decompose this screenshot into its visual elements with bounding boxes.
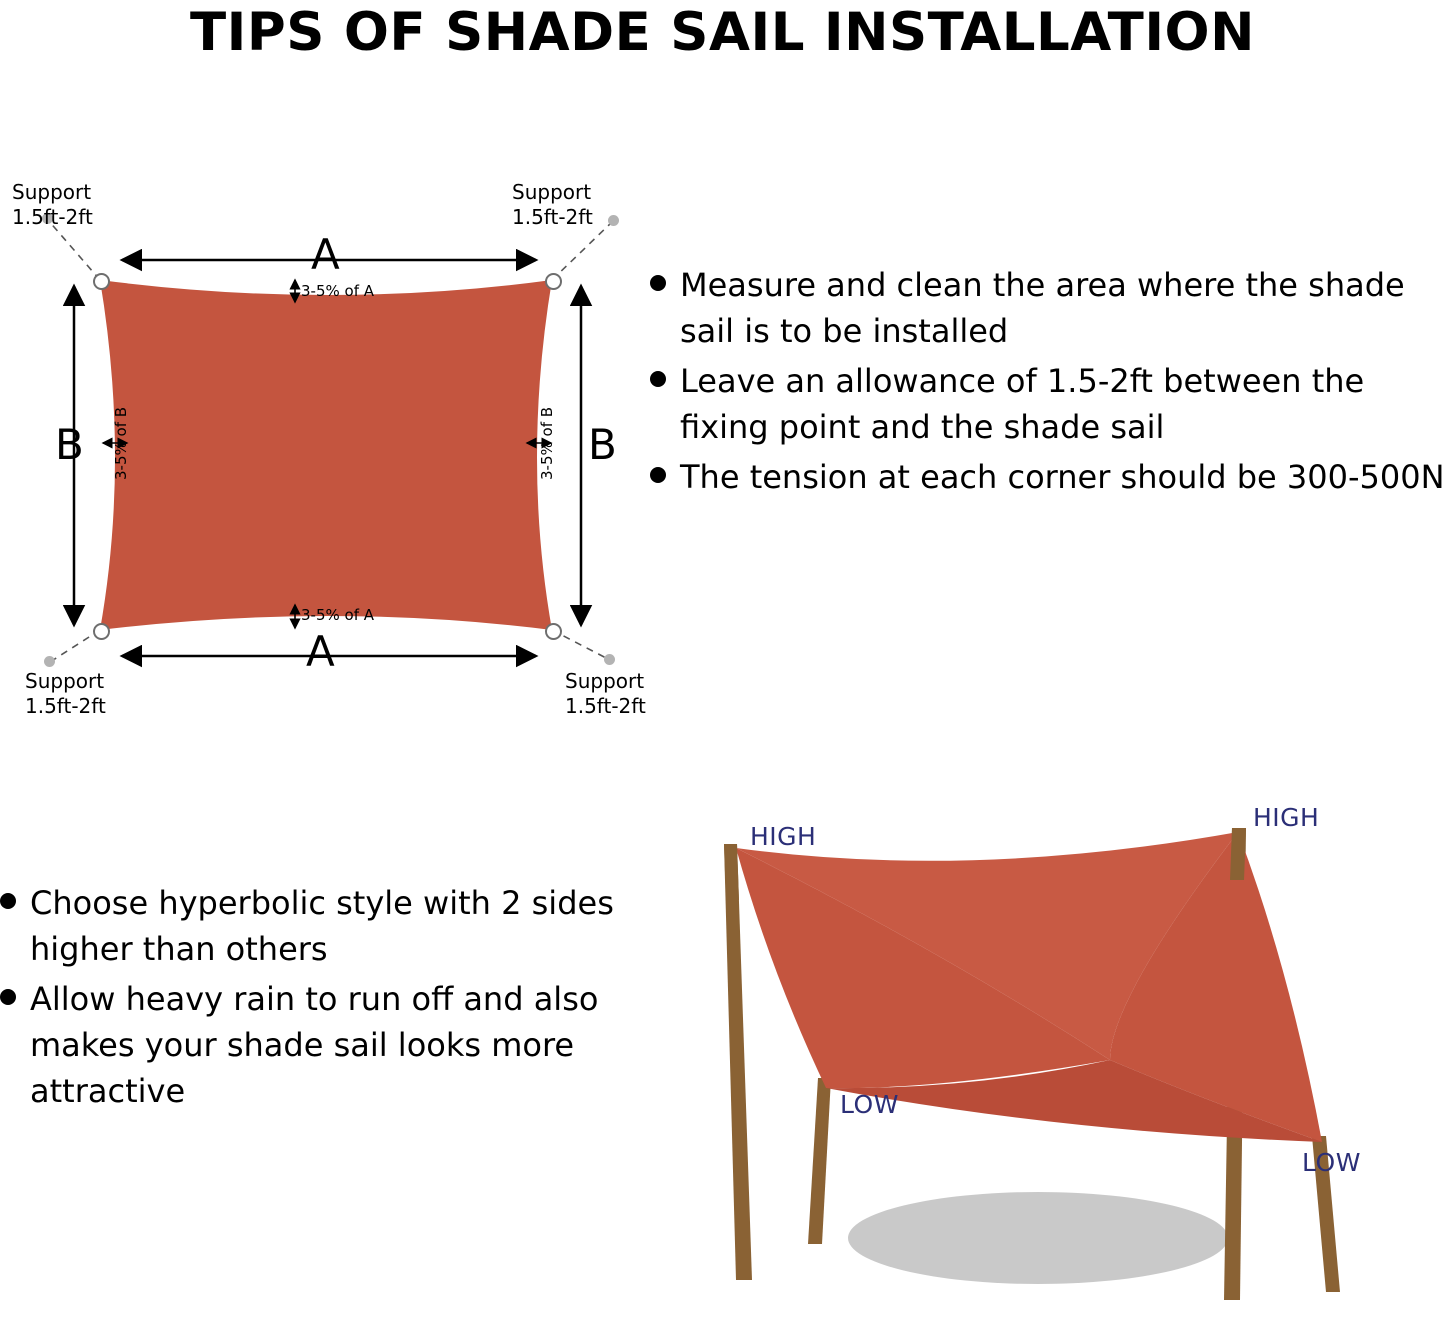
- tips-list-right: [650, 262, 1445, 504]
- bullet-icon: [0, 893, 16, 909]
- post-high-right-top: [1230, 828, 1246, 880]
- sag-label-left: 3-5% of B: [112, 406, 130, 480]
- support-anchor-top-right: [608, 215, 619, 226]
- tip-text: The tension at each corner should be 300-500N: [680, 458, 1445, 496]
- bullet-icon: [650, 275, 666, 291]
- label-low-left: LOW: [840, 1090, 899, 1119]
- sag-label-right: 3-5% of B: [538, 406, 556, 480]
- tip-text: Measure and clean the area where the shade sail is to be installed: [680, 266, 1405, 350]
- post-low-left: [808, 1078, 831, 1244]
- corner-ring-bottom-left: [93, 623, 110, 640]
- support-label-bottom-left-line2: 1.5ft-2ft: [25, 694, 106, 718]
- rectangular-shade-sail-dimension-diagram: [0, 150, 700, 730]
- sag-label-bottom: 3-5% of A: [301, 606, 375, 624]
- dimension-label-bottom-a: A: [306, 627, 335, 676]
- tips-list-left: [0, 880, 620, 1118]
- bullet-icon: [650, 467, 666, 483]
- list-item: [650, 262, 1445, 354]
- hyperbolic-shade-sail-diagram: [640, 760, 1445, 1319]
- label-high-right: HIGH: [1253, 803, 1320, 832]
- support-label-top-right: [512, 180, 593, 230]
- list-item: [650, 358, 1445, 450]
- support-label-bottom-left: [25, 669, 106, 719]
- support-anchor-bottom-right: [604, 654, 615, 665]
- sail-shape: [100, 280, 552, 630]
- post-high-left: [724, 844, 752, 1280]
- tip-text: Leave an allowance of 1.5-2ft between the fixing point and the shade sail: [680, 362, 1365, 446]
- post-high-left-top: [724, 844, 739, 900]
- page-title: TIPS OF SHADE SAIL INSTALLATION: [190, 2, 1255, 63]
- support-label-bottom-right: [565, 669, 646, 719]
- support-label-top-left: [12, 180, 93, 230]
- support-anchor-bottom-left: [44, 656, 55, 667]
- tip-text: Choose hyperbolic style with 2 sides higher than others: [30, 884, 614, 968]
- dimension-label-top-a: A: [311, 230, 340, 279]
- dimension-label-right-b: B: [588, 420, 617, 469]
- bullet-icon: [650, 371, 666, 387]
- corner-ring-top-left: [93, 273, 110, 290]
- bullet-icon: [0, 989, 16, 1005]
- support-label-bottom-left-line1: Support: [25, 669, 105, 693]
- support-label-top-right-line1: Support: [512, 180, 592, 204]
- support-label-top-right-line2: 1.5ft-2ft: [512, 205, 593, 229]
- support-label-top-left-line1: Support: [12, 180, 92, 204]
- list-item: [650, 454, 1445, 500]
- support-label-top-left-line2: 1.5ft-2ft: [12, 205, 93, 229]
- support-label-bottom-right-line1: Support: [565, 669, 645, 693]
- corner-ring-bottom-right: [545, 623, 562, 640]
- support-label-bottom-right-line2: 1.5ft-2ft: [565, 694, 646, 718]
- sag-label-top: 3-5% of A: [301, 282, 375, 300]
- ground-shadow: [848, 1192, 1228, 1284]
- label-high-left: HIGH: [750, 822, 817, 851]
- tip-text: Allow heavy rain to run off and also makes your shade sail looks more attractive: [30, 980, 599, 1110]
- label-low-right: LOW: [1302, 1148, 1361, 1177]
- list-item: [0, 976, 620, 1114]
- corner-ring-top-right: [545, 273, 562, 290]
- list-item: [0, 880, 620, 972]
- dimension-label-left-b: B: [55, 420, 84, 469]
